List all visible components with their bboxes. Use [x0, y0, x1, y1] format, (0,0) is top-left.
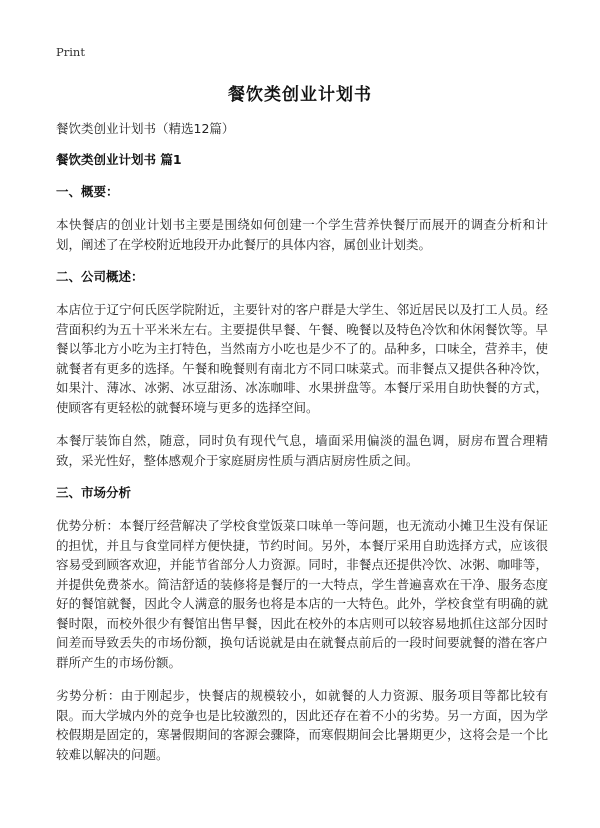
section-heading-company: 二、公司概述： — [56, 269, 144, 284]
part-heading: 餐饮类创业计划书 篇1 — [56, 152, 182, 167]
document-body — [56, 120, 548, 764]
section-heading-overview: 一、概要： — [56, 184, 119, 199]
overview-paragraph: 本快餐店的创业计划书主要是围绕如何创建一个学生营养快餐厅而展开的调查分析和计划，阐述了在学校附近地段开办此餐厅的具体内容，属创业计划类。 — [56, 217, 548, 252]
company-paragraph-2: 本餐厅装饰自然，随意，同时负有现代气息，墙面采用偏淡的温色调，厨房布置合理精致，采光性好，整体感观介于家庭厨房性质与酒店厨房性质之间。 — [56, 433, 548, 468]
section-heading-market: 三、市场分析 — [56, 485, 132, 500]
page-title: 餐饮类创业计划书 — [228, 85, 372, 105]
company-paragraph-1: 本店位于辽宁何氏医学院附近，主要针对的客户群是大学生、邻近居民以及打工人员。经营面积约为五十平米米左右。主要提供早餐、午餐、晚餐以及特色冷饮和休闲餐饮等。早餐以筝北方小吃为主打特色，当然南方小吃也是少不了的。品种多，口味全，营养丰，使就餐者有更多的选择。午餐和晚餐则有南北方不同口味菜式。而非餐点又提供各种冷饮，如果汁、薄冰、冰粥、冰豆甜汤、冰冻咖啡、水果拼盘等。本餐厅采用自助快餐的方式，使顾客有更轻松的就餐环境与更多的选择空间。 — [56, 302, 548, 415]
document-subtitle: 餐饮类创业计划书（精选12篇） — [56, 121, 235, 136]
market-paragraph-weaknesses: 劣势分析：由于刚起步，快餐店的规模较小，如就餐的人力资源、服务项目等都比较有限。而大学城内外的竞争也是比较激烈的，因此还存在着不小的劣势。另一方面，因为学校假期是固定的，寒暑假期间的客源会骤降，而寒假期间会比暑期更少，这将会是一个比较难以解决的问题。 — [56, 688, 548, 762]
print-label[interactable]: Print — [56, 45, 85, 59]
market-paragraph-strengths: 优势分析：本餐厅经营解决了学校食堂饭菜口味单一等问题，也无流动小摊卫生没有保证的担忧，并且与食堂同样方便快捷，节约时间。另外，本餐厅采用自助选择方式，应该很容易受到顾客欢迎，并能节省部分人力资源。同时，非餐点还提供冷饮、冰粥、咖啡等，并提供免费茶水。简洁舒适的装修将是餐厅的一大特点，学生普遍喜欢在干净、服务态度好的餐馆就餐，因此令人满意的服务也将是本店的一大特色。此外，学校食堂有明确的就餐时限，而校外很少有餐馆出售早餐，因此在校外的本店则可以较容易地抓住这部分因时间差而导致丢失的市场份额，换句话说就是由在就餐点前后的一段时间要就餐的潜在客户群所产生的市场份额。 — [56, 518, 548, 670]
